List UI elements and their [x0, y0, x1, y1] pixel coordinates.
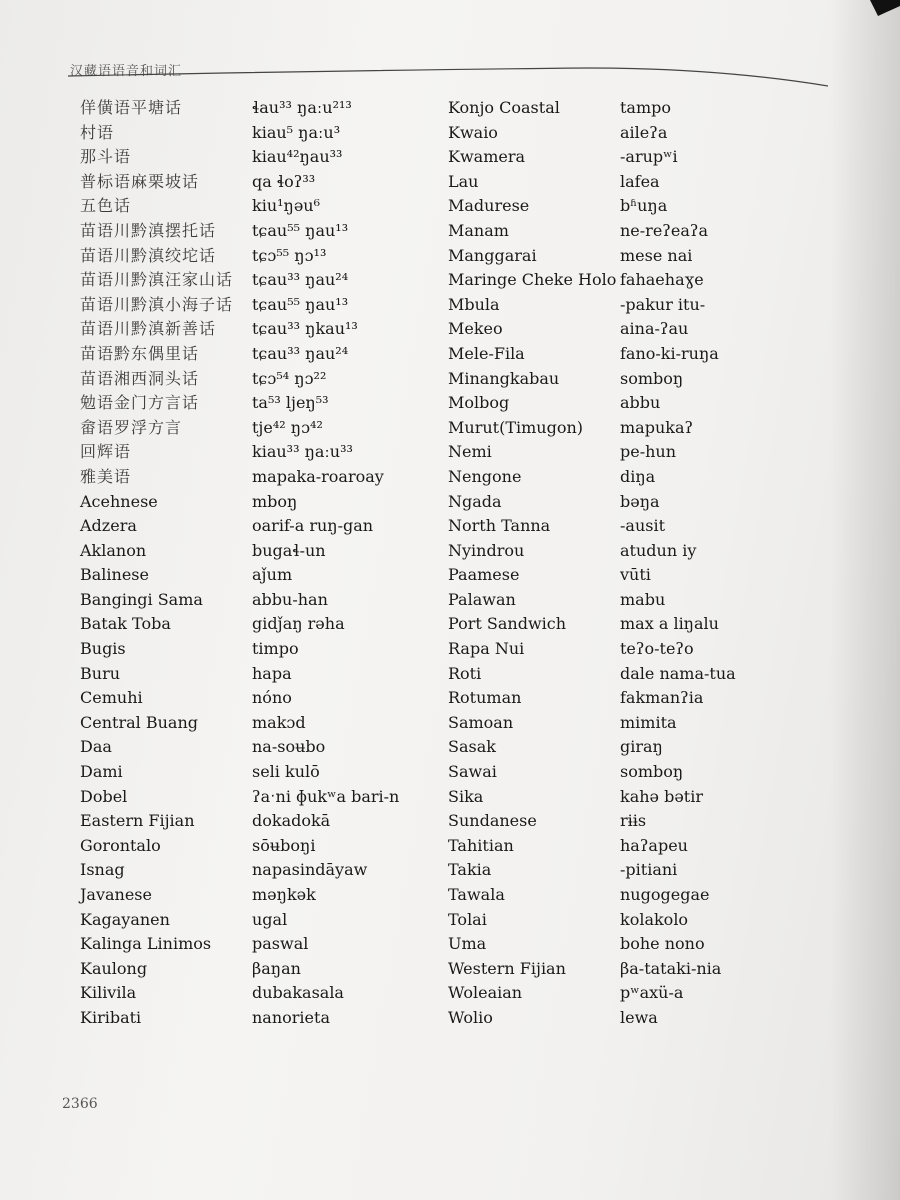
word-form: məŋkək: [252, 885, 316, 904]
language-name: Sundanese: [448, 811, 537, 831]
language-name: Mbula: [448, 294, 500, 314]
language-name: Konjo Coastal: [448, 98, 560, 117]
language-name: 雅美语: [80, 466, 132, 486]
language-name: Western Fijian: [448, 958, 566, 978]
language-name: Woleaian: [448, 983, 523, 1003]
language-name: Rapa Nui: [448, 639, 525, 659]
word-form: bəŋa: [620, 491, 660, 511]
word-form: fano-ki-ruŋa: [620, 343, 719, 363]
word-form: kolakolo: [620, 909, 689, 929]
language-name: Manggarai: [448, 245, 537, 265]
word-form: aǰum: [252, 565, 293, 585]
word-form: napasindāyaw: [252, 860, 368, 880]
language-name: 苗语川黔滇新善话: [80, 319, 217, 339]
word-form: -pakur itu-: [620, 294, 706, 314]
dark-corner-mark: [870, 0, 900, 22]
word-form: tɕau³³ ŋau²⁴: [252, 270, 349, 290]
language-name: Batak Toba: [80, 614, 171, 634]
language-name: 苗语川黔滇汪家山话: [80, 270, 234, 290]
word-form: -ausit: [620, 516, 666, 536]
word-form: tɕau³³ ŋkau¹³: [252, 319, 358, 339]
word-form: teʔo-teʔo: [620, 639, 694, 659]
language-name: Kaulong: [80, 958, 148, 978]
language-name: Javanese: [80, 885, 152, 904]
word-form: kiau⁴²ŋau³³: [252, 147, 343, 167]
language-name: Kagayanen: [80, 909, 170, 929]
language-name: Takia: [448, 860, 492, 880]
language-name: Murut(Timugon): [448, 417, 583, 437]
language-name: Bugis: [80, 639, 126, 659]
word-form: βaŋan: [252, 958, 301, 978]
word-form: -pitiani: [620, 860, 678, 880]
word-form: sōʉboŋi: [252, 835, 316, 855]
language-name: Buru: [80, 663, 121, 683]
language-name: 苗语川黔滇绞坨话: [80, 245, 217, 265]
word-form: diŋa: [620, 466, 656, 486]
language-name: 苗语黔东偶里话: [80, 343, 200, 363]
word-form: ta⁵³ ljeŋ⁵³: [252, 393, 329, 413]
language-name: Uma: [448, 934, 487, 954]
word-form: kiau⁵ ŋaːu³: [252, 122, 341, 142]
word-form: max a liŋalu: [620, 614, 719, 634]
language-name: 五色话: [80, 196, 132, 216]
language-name: 苗语湘西洞头话: [80, 368, 200, 388]
word-form: tɕɔ⁵⁴ ŋɔ²²: [252, 368, 327, 388]
language-name: Lau: [448, 171, 479, 191]
word-form: ne-reʔeaʔa: [620, 220, 708, 240]
language-name: Port Sandwich: [448, 614, 567, 634]
language-name: Ngada: [448, 491, 502, 511]
language-name: 苗语川黔滇小海子话: [80, 294, 234, 314]
language-name: 苗语川黔滇摆托话: [80, 220, 217, 240]
language-name: Palawan: [448, 589, 516, 609]
language-name: Nyindrou: [448, 540, 525, 560]
word-form: atudun iy: [620, 540, 697, 560]
language-name: Gorontalo: [80, 835, 161, 855]
running-head: 汉藏语语音和词汇: [70, 64, 183, 79]
word-form: seli kulō: [252, 762, 320, 782]
word-form: pʷaxü-a: [620, 983, 684, 1003]
word-form: aina-ʔau: [620, 319, 689, 339]
word-form: lafea: [620, 171, 660, 191]
language-name: Kalinga Linimos: [80, 934, 212, 954]
word-form: tɕɔ⁵⁵ ŋɔ¹³: [252, 245, 327, 265]
language-name: Maringe Cheke Holo: [448, 270, 617, 290]
left-form-column: [252, 96, 399, 1031]
word-form: hapa: [252, 663, 292, 683]
language-name: Molbog: [448, 393, 510, 413]
word-form: aileʔa: [620, 122, 668, 142]
language-name: North Tanna: [448, 516, 551, 536]
language-name: Wolio: [448, 1007, 493, 1027]
word-form: dubakasala: [252, 983, 344, 1003]
word-form: na-soʉbo: [252, 737, 326, 757]
language-name: Cemuhi: [80, 688, 143, 708]
language-name: Samoan: [448, 712, 514, 732]
word-form: fahaehaɣe: [620, 270, 704, 290]
word-form: mapukaʔ: [620, 417, 694, 437]
word-form: ʔaˑni ɸukʷa bari-n: [252, 786, 400, 806]
language-name: Madurese: [448, 196, 530, 216]
language-name: Nemi: [448, 442, 492, 462]
word-form: pe-hun: [620, 442, 677, 462]
language-name: Adzera: [80, 516, 137, 536]
word-form: mabu: [620, 589, 666, 609]
language-name: 回辉语: [80, 442, 132, 462]
word-form: bugaɬ-un: [252, 540, 326, 560]
language-name: Manam: [448, 220, 509, 240]
language-name: 佯僙语平塘话: [80, 98, 183, 117]
word-form: nanorieta: [252, 1007, 330, 1027]
right-form-column: [620, 96, 736, 1031]
word-form: bohe nono: [620, 934, 705, 954]
language-name: Tawala: [448, 885, 505, 904]
language-name: Mele-Fila: [448, 343, 525, 363]
word-form: rɨɨs: [620, 811, 647, 831]
right-language-column: [448, 96, 616, 1031]
language-name: Kwaio: [448, 122, 498, 142]
language-name: 勉语金门方言话: [80, 393, 200, 413]
word-form: somboŋ: [620, 368, 684, 388]
word-form: lewa: [620, 1007, 658, 1027]
word-form: qa ɬoʔ³³: [252, 171, 316, 191]
word-form: nugogegae: [620, 885, 710, 904]
language-name: Dami: [80, 762, 123, 782]
word-form: giraŋ: [620, 737, 663, 757]
language-name: Kilivila: [80, 983, 137, 1003]
word-form: tje⁴² ŋɔ⁴²: [252, 417, 323, 437]
language-name: Minangkabau: [448, 368, 560, 388]
word-form: makɔd: [252, 712, 306, 732]
word-form: mimita: [620, 712, 677, 732]
language-name: Isnag: [80, 860, 125, 880]
word-form: abbu: [620, 393, 661, 413]
word-form: timpo: [252, 639, 299, 659]
language-name: Eastern Fijian: [80, 811, 195, 831]
word-form: kahə bətir: [620, 786, 703, 806]
language-name: Dobel: [80, 786, 128, 806]
language-name: Tolai: [448, 909, 487, 929]
word-form: βa-tataki-nia: [620, 958, 722, 978]
language-name: Aklanon: [80, 540, 147, 560]
word-form: gidǰaŋ rəha: [252, 614, 345, 634]
word-form: dale nama-tua: [620, 663, 736, 683]
word-form: ɬau³³ ŋaːu²¹³: [252, 98, 352, 117]
language-name: 村语: [80, 122, 115, 142]
language-name: Roti: [448, 663, 482, 683]
word-form: nóno: [252, 688, 292, 708]
language-name: 普标语麻栗坡话: [80, 171, 200, 191]
language-name: Sasak: [448, 737, 496, 757]
language-name: Nengone: [448, 466, 522, 486]
language-name: Central Buang: [80, 712, 198, 732]
language-name: Kwamera: [448, 147, 526, 167]
word-form: oarif-a ruŋ-gan: [252, 516, 374, 536]
word-form: vūti: [620, 565, 651, 585]
language-name: 畲语罗浮方言: [80, 417, 183, 437]
word-form: fakmanʔia: [620, 688, 704, 708]
word-form: tɕau⁵⁵ ŋau¹³: [252, 220, 349, 240]
word-form: haʔapeu: [620, 835, 688, 855]
word-form: kiau³³ ŋaːu³³: [252, 442, 353, 462]
language-name: Paamese: [448, 565, 520, 585]
page-fold-shadow: [830, 0, 900, 1200]
word-form: mapaka-roaroay: [252, 466, 384, 486]
word-form: -arupʷi: [620, 147, 678, 167]
word-form: ugal: [252, 909, 288, 929]
language-name: Daa: [80, 737, 112, 757]
language-name: Sika: [448, 786, 484, 806]
left-language-column: [80, 96, 233, 1031]
language-name: Bangingi Sama: [80, 589, 203, 609]
word-form: dokadokā: [252, 811, 331, 831]
language-name: Mekeo: [448, 319, 503, 339]
word-form: kiu¹ŋəu⁶: [252, 196, 321, 216]
language-name: 那斗语: [80, 147, 132, 167]
word-form: mese nai: [620, 245, 693, 265]
word-form: abbu-han: [252, 589, 328, 609]
word-form: tɕau⁵⁵ ŋau¹³: [252, 294, 349, 314]
word-form: tampo: [620, 98, 672, 117]
word-form: paswal: [252, 934, 309, 954]
language-name: Sawai: [448, 762, 497, 782]
language-name: Rotuman: [448, 688, 522, 708]
word-form: tɕau³³ ŋau²⁴: [252, 343, 349, 363]
word-form: somboŋ: [620, 762, 684, 782]
word-form: mboŋ: [252, 491, 298, 511]
language-name: Acehnese: [80, 491, 158, 511]
language-name: Balinese: [80, 565, 149, 585]
language-name: Tahitian: [448, 835, 514, 855]
header-rule: [68, 56, 828, 96]
page-number: 2366: [62, 1096, 98, 1112]
word-form: bʱuŋa: [620, 196, 668, 216]
language-name: Kiribati: [80, 1007, 142, 1027]
